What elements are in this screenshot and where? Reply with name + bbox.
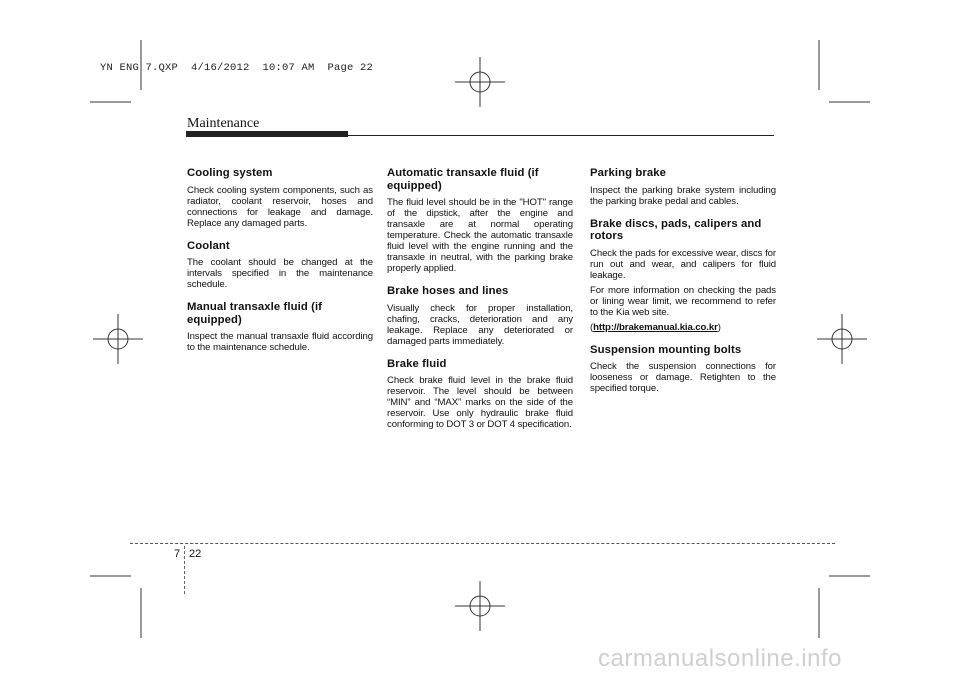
link-open-paren: ( <box>590 321 594 333</box>
registration-mark-bottom <box>455 581 505 631</box>
heading-suspension-bolts: Suspension mounting bolts <box>590 343 742 356</box>
heading-manual-transaxle: Manual transaxle fluid (if equipped) <box>187 301 323 326</box>
heading-coolant: Coolant <box>187 239 230 252</box>
registration-mark-right <box>817 314 867 364</box>
text-automatic-transaxle: The fluid level should be in the "HOT" range of the dipstick, after the engine and transaxle are at normal operating temperature. Check the automatic transaxle fluid level with the engine running and the transaxle in neutral, with the parking brake properly applied. <box>387 197 573 274</box>
text-manual-transaxle: Inspect the manual transaxle fluid according to the maintenance schedule. <box>187 331 373 353</box>
chapter-number: 7 <box>174 548 181 560</box>
link-close-paren: ) <box>717 321 721 333</box>
footer-rule <box>130 543 835 544</box>
header-rule-thick <box>186 131 348 137</box>
heading-brake-hoses: Brake hoses and lines <box>387 285 509 297</box>
heading-parking-brake: Parking brake <box>590 167 667 179</box>
header-rule-thin <box>348 135 774 136</box>
column-1 <box>187 167 373 364</box>
text-brake-fluid: Check brake fluid level in the brake fluid reservoir. The level should be between “MIN” and “MAX” marks on the side of the reservoir. Use only hydraulic brake fluid conforming to DOT 3 or DOT 4 specification. <box>387 375 573 430</box>
text-suspension-bolts: Check the suspension connections for looseness or damage. Retighten to the specified torque. <box>590 361 776 394</box>
column-3 <box>590 167 776 405</box>
watermark: carmanualsonline.info <box>598 645 842 672</box>
page-number: 22 <box>189 548 202 560</box>
text-cooling-system: Check cooling system components, such as radiator, coolant reservoir, hoses and connections for leakage and damage. Replace any damaged parts. <box>187 184 373 229</box>
text-coolant: The coolant should be changed at the intervals specified in the maintenance schedule. <box>187 257 373 290</box>
text-parking-brake: Inspect the parking brake system including the parking brake pedal and cables. <box>590 184 776 207</box>
brake-manual-link[interactable]: http://brakemanual.kia.co.kr <box>593 321 718 333</box>
heading-brake-fluid: Brake fluid <box>387 357 447 370</box>
section-title: Maintenance <box>187 116 260 131</box>
registration-mark-left <box>93 314 143 364</box>
heading-brake-discs: Brake discs, pads, calipers and rotors <box>590 217 762 242</box>
column-2 <box>387 167 573 441</box>
text-brake-hoses: Visually check for proper installation, chafing, cracks, deterioration and any leakage. Replace any deteriorated or damaged parts immediately. <box>387 302 573 347</box>
heading-automatic-transaxle: Automatic transaxle fluid (if equipped) <box>387 167 539 192</box>
text-brake-discs-1: Check the pads for excessive wear, discs for run out and wear, and calipers for fluid leakage. <box>590 247 776 281</box>
footer-divider <box>184 546 185 594</box>
text-brake-discs-2: For more information on checking the pads or lining wear limit, we recommend to refer to the Kia web site. <box>590 284 776 318</box>
registration-mark-top <box>455 57 505 107</box>
print-slug: YN ENG 7.QXP 4/16/2012 10:07 AM Page 22 <box>100 62 374 74</box>
heading-cooling-system: Cooling system <box>187 167 273 179</box>
brake-manual-link-line <box>590 322 776 333</box>
